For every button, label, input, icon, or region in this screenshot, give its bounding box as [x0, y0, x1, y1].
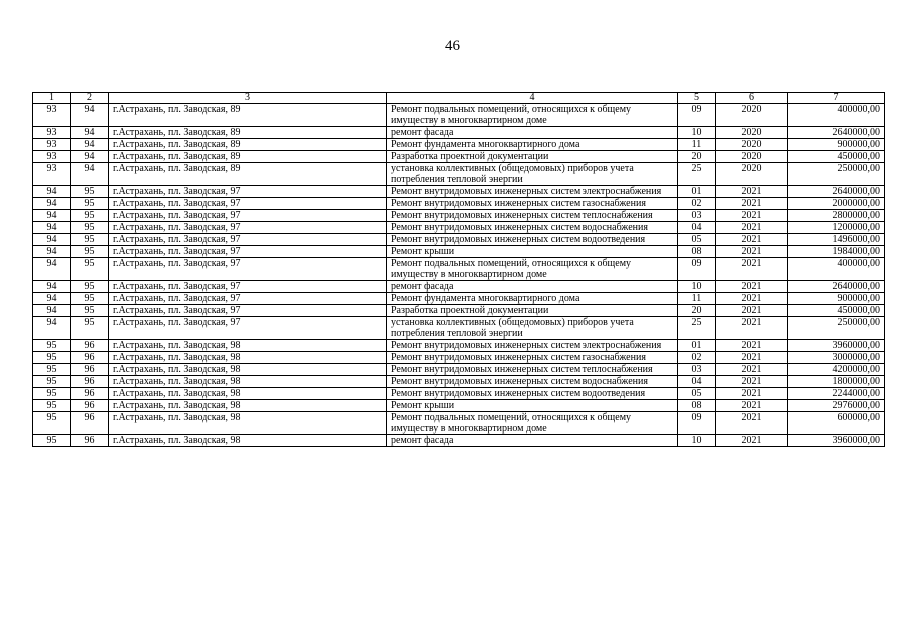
cell-code: 10: [678, 435, 716, 447]
table-row: [33, 435, 885, 447]
cell-cost: 250000,00: [788, 317, 885, 340]
cell-work-type: Ремонт внутридомовых инженерных систем теплоснабжения: [387, 210, 678, 222]
cell-index-1: 95: [33, 400, 71, 412]
column-header: 2: [71, 93, 109, 104]
cell-index-1: 94: [33, 186, 71, 198]
cell-code: 05: [678, 234, 716, 246]
cell-cost: 2640000,00: [788, 281, 885, 293]
table-row: [33, 198, 885, 210]
cell-cost: 600000,00: [788, 412, 885, 435]
cell-index-2: 94: [71, 127, 109, 139]
cell-work-type: Ремонт внутридомовых инженерных систем электроснабжения: [387, 340, 678, 352]
cell-work-type: Ремонт внутридомовых инженерных систем водоснабжения: [387, 376, 678, 388]
cell-index-1: 93: [33, 163, 71, 186]
cell-index-1: 94: [33, 281, 71, 293]
cell-work-type: Ремонт внутридомовых инженерных систем теплоснабжения: [387, 364, 678, 376]
cell-year: 2021: [716, 293, 788, 305]
cell-index-1: 93: [33, 127, 71, 139]
cell-code: 25: [678, 317, 716, 340]
cell-code: 01: [678, 186, 716, 198]
cell-code: 02: [678, 352, 716, 364]
cell-work-type: ремонт фасада: [387, 127, 678, 139]
cell-index-2: 96: [71, 340, 109, 352]
table-row: [33, 104, 885, 127]
cell-work-type: Разработка проектной документации: [387, 151, 678, 163]
cell-cost: 4200000,00: [788, 364, 885, 376]
cell-work-type: Ремонт крыши: [387, 246, 678, 258]
cell-cost: 2976000,00: [788, 400, 885, 412]
cell-address: г.Астрахань, пл. Заводская, 97: [109, 210, 387, 222]
cell-cost: 2640000,00: [788, 186, 885, 198]
cell-address: г.Астрахань, пл. Заводская, 89: [109, 127, 387, 139]
cell-index-2: 96: [71, 400, 109, 412]
cell-address: г.Астрахань, пл. Заводская, 97: [109, 222, 387, 234]
cell-index-1: 94: [33, 234, 71, 246]
cell-code: 04: [678, 376, 716, 388]
cell-cost: 3960000,00: [788, 340, 885, 352]
cell-index-2: 95: [71, 186, 109, 198]
cell-index-2: 95: [71, 258, 109, 281]
table-row: [33, 151, 885, 163]
cell-address: г.Астрахань, пл. Заводская, 98: [109, 352, 387, 364]
cell-index-2: 95: [71, 222, 109, 234]
cell-year: 2021: [716, 305, 788, 317]
cell-year: 2021: [716, 317, 788, 340]
column-header: 7: [788, 93, 885, 104]
table-row: [33, 352, 885, 364]
cell-year: 2020: [716, 139, 788, 151]
cell-code: 04: [678, 222, 716, 234]
cell-index-2: 96: [71, 412, 109, 435]
cell-cost: 2000000,00: [788, 198, 885, 210]
cell-index-2: 94: [71, 163, 109, 186]
cell-index-1: 94: [33, 305, 71, 317]
table-row: [33, 246, 885, 258]
cell-index-1: 94: [33, 317, 71, 340]
cell-cost: 1200000,00: [788, 222, 885, 234]
cell-year: 2021: [716, 400, 788, 412]
cell-address: г.Астрахань, пл. Заводская, 89: [109, 104, 387, 127]
cell-index-2: 95: [71, 210, 109, 222]
cell-address: г.Астрахань, пл. Заводская, 98: [109, 364, 387, 376]
cell-cost: 1496000,00: [788, 234, 885, 246]
cell-cost: 450000,00: [788, 305, 885, 317]
table-row: [33, 234, 885, 246]
cell-year: 2021: [716, 412, 788, 435]
cell-index-2: 95: [71, 317, 109, 340]
cell-index-1: 94: [33, 258, 71, 281]
cell-address: г.Астрахань, пл. Заводская, 98: [109, 340, 387, 352]
table-row: [33, 412, 885, 435]
cell-cost: 400000,00: [788, 258, 885, 281]
cell-cost: 900000,00: [788, 139, 885, 151]
cell-index-2: 94: [71, 139, 109, 151]
table-row: [33, 186, 885, 198]
cell-cost: 1800000,00: [788, 376, 885, 388]
cell-work-type: Ремонт внутридомовых инженерных систем газоснабжения: [387, 198, 678, 210]
cell-address: г.Астрахань, пл. Заводская, 97: [109, 293, 387, 305]
table-row: [33, 163, 885, 186]
cell-index-1: 93: [33, 104, 71, 127]
table-row: [33, 210, 885, 222]
cell-index-1: 95: [33, 340, 71, 352]
cell-address: г.Астрахань, пл. Заводская, 97: [109, 198, 387, 210]
cell-work-type: Ремонт внутридомовых инженерных систем водоснабжения: [387, 222, 678, 234]
cell-work-type: Ремонт крыши: [387, 400, 678, 412]
cell-work-type: Разработка проектной документации: [387, 305, 678, 317]
table-row: [33, 400, 885, 412]
cell-index-2: 96: [71, 352, 109, 364]
table-row: [33, 364, 885, 376]
cell-work-type: Ремонт фундамента многоквартирного дома: [387, 139, 678, 151]
cell-cost: 2244000,00: [788, 388, 885, 400]
cell-year: 2021: [716, 352, 788, 364]
page-number: 46: [445, 38, 460, 54]
cell-index-2: 96: [71, 364, 109, 376]
cell-address: г.Астрахань, пл. Заводская, 89: [109, 139, 387, 151]
table-row: [33, 139, 885, 151]
cell-year: 2021: [716, 376, 788, 388]
table-row: [33, 340, 885, 352]
cell-work-type: Ремонт внутридомовых инженерных систем водоотведения: [387, 234, 678, 246]
column-header: 6: [716, 93, 788, 104]
table-row: [33, 293, 885, 305]
cell-code: 08: [678, 246, 716, 258]
cell-index-1: 94: [33, 293, 71, 305]
cell-cost: 450000,00: [788, 151, 885, 163]
cell-cost: 2640000,00: [788, 127, 885, 139]
cell-work-type: Ремонт подвальных помещений, относящихся к общему имуществу в многоквартирном доме: [387, 258, 678, 281]
cell-work-type: Ремонт внутридомовых инженерных систем газоснабжения: [387, 352, 678, 364]
cell-index-2: 96: [71, 435, 109, 447]
cell-index-2: 94: [71, 104, 109, 127]
cell-cost: 2800000,00: [788, 210, 885, 222]
cell-index-1: 93: [33, 139, 71, 151]
table-row: [33, 388, 885, 400]
cell-code: 25: [678, 163, 716, 186]
cell-work-type: ремонт фасада: [387, 435, 678, 447]
column-header: 5: [678, 93, 716, 104]
table-row: [33, 376, 885, 388]
cell-index-1: 93: [33, 151, 71, 163]
cell-code: 20: [678, 151, 716, 163]
cell-address: г.Астрахань, пл. Заводская, 97: [109, 305, 387, 317]
cell-index-2: 95: [71, 293, 109, 305]
cell-code: 08: [678, 400, 716, 412]
cell-address: г.Астрахань, пл. Заводская, 97: [109, 186, 387, 198]
cell-index-2: 96: [71, 388, 109, 400]
cell-index-2: 96: [71, 376, 109, 388]
repair-schedule-table: [32, 92, 885, 447]
cell-year: 2020: [716, 151, 788, 163]
cell-work-type: Ремонт подвальных помещений, относящихся к общему имуществу в многоквартирном доме: [387, 104, 678, 127]
cell-cost: 400000,00: [788, 104, 885, 127]
cell-year: 2020: [716, 163, 788, 186]
cell-work-type: Ремонт фундамента многоквартирного дома: [387, 293, 678, 305]
cell-code: 11: [678, 139, 716, 151]
cell-address: г.Астрахань, пл. Заводская, 97: [109, 281, 387, 293]
table-row: [33, 222, 885, 234]
cell-year: 2021: [716, 186, 788, 198]
cell-year: 2021: [716, 281, 788, 293]
cell-year: 2021: [716, 198, 788, 210]
header-row: [33, 93, 885, 104]
cell-cost: 1984000,00: [788, 246, 885, 258]
cell-cost: 250000,00: [788, 163, 885, 186]
cell-index-1: 94: [33, 246, 71, 258]
cell-index-2: 95: [71, 246, 109, 258]
cell-work-type: Ремонт внутридомовых инженерных систем электроснабжения: [387, 186, 678, 198]
cell-address: г.Астрахань, пл. Заводская, 98: [109, 412, 387, 435]
cell-code: 10: [678, 127, 716, 139]
cell-cost: 3960000,00: [788, 435, 885, 447]
cell-work-type: Ремонт внутридомовых инженерных систем водоотведения: [387, 388, 678, 400]
column-header: 1: [33, 93, 71, 104]
cell-index-1: 95: [33, 352, 71, 364]
cell-year: 2021: [716, 210, 788, 222]
cell-address: г.Астрахань, пл. Заводская, 97: [109, 234, 387, 246]
cell-work-type: ремонт фасада: [387, 281, 678, 293]
cell-cost: 900000,00: [788, 293, 885, 305]
cell-index-1: 94: [33, 198, 71, 210]
cell-index-2: 95: [71, 305, 109, 317]
cell-year: 2020: [716, 104, 788, 127]
table-row: [33, 305, 885, 317]
cell-work-type: установка коллективных (общедомовых) приборов учета потребления тепловой энергии: [387, 163, 678, 186]
cell-cost: 3000000,00: [788, 352, 885, 364]
cell-index-1: 95: [33, 388, 71, 400]
cell-address: г.Астрахань, пл. Заводская, 98: [109, 400, 387, 412]
cell-address: г.Астрахань, пл. Заводская, 89: [109, 163, 387, 186]
column-header: 3: [109, 93, 387, 104]
cell-index-1: 95: [33, 376, 71, 388]
table-row: [33, 127, 885, 139]
cell-address: г.Астрахань, пл. Заводская, 98: [109, 376, 387, 388]
table-row: [33, 258, 885, 281]
cell-year: 2021: [716, 258, 788, 281]
column-header: 4: [387, 93, 678, 104]
cell-code: 11: [678, 293, 716, 305]
cell-index-1: 95: [33, 435, 71, 447]
cell-address: г.Астрахань, пл. Заводская, 97: [109, 317, 387, 340]
cell-work-type: установка коллективных (общедомовых) приборов учета потребления тепловой энергии: [387, 317, 678, 340]
cell-index-1: 95: [33, 364, 71, 376]
cell-code: 03: [678, 210, 716, 222]
cell-code: 09: [678, 258, 716, 281]
cell-index-2: 94: [71, 151, 109, 163]
cell-year: 2021: [716, 222, 788, 234]
cell-code: 01: [678, 340, 716, 352]
cell-code: 09: [678, 412, 716, 435]
cell-address: г.Астрахань, пл. Заводская, 98: [109, 388, 387, 400]
cell-code: 02: [678, 198, 716, 210]
cell-year: 2021: [716, 340, 788, 352]
cell-code: 05: [678, 388, 716, 400]
cell-index-1: 95: [33, 412, 71, 435]
cell-index-1: 94: [33, 222, 71, 234]
cell-address: г.Астрахань, пл. Заводская, 97: [109, 246, 387, 258]
cell-year: 2021: [716, 246, 788, 258]
cell-year: 2021: [716, 435, 788, 447]
cell-index-2: 95: [71, 281, 109, 293]
cell-work-type: Ремонт подвальных помещений, относящихся к общему имуществу в многоквартирном доме: [387, 412, 678, 435]
cell-index-2: 95: [71, 198, 109, 210]
cell-index-2: 95: [71, 234, 109, 246]
table-row: [33, 317, 885, 340]
table-row: [33, 281, 885, 293]
cell-code: 03: [678, 364, 716, 376]
cell-index-1: 94: [33, 210, 71, 222]
cell-year: 2021: [716, 388, 788, 400]
table-body: [33, 104, 885, 447]
cell-address: г.Астрахань, пл. Заводская, 89: [109, 151, 387, 163]
cell-year: 2021: [716, 234, 788, 246]
cell-code: 09: [678, 104, 716, 127]
cell-address: г.Астрахань, пл. Заводская, 98: [109, 435, 387, 447]
cell-year: 2021: [716, 364, 788, 376]
cell-address: г.Астрахань, пл. Заводская, 97: [109, 258, 387, 281]
cell-year: 2020: [716, 127, 788, 139]
cell-code: 20: [678, 305, 716, 317]
cell-code: 10: [678, 281, 716, 293]
